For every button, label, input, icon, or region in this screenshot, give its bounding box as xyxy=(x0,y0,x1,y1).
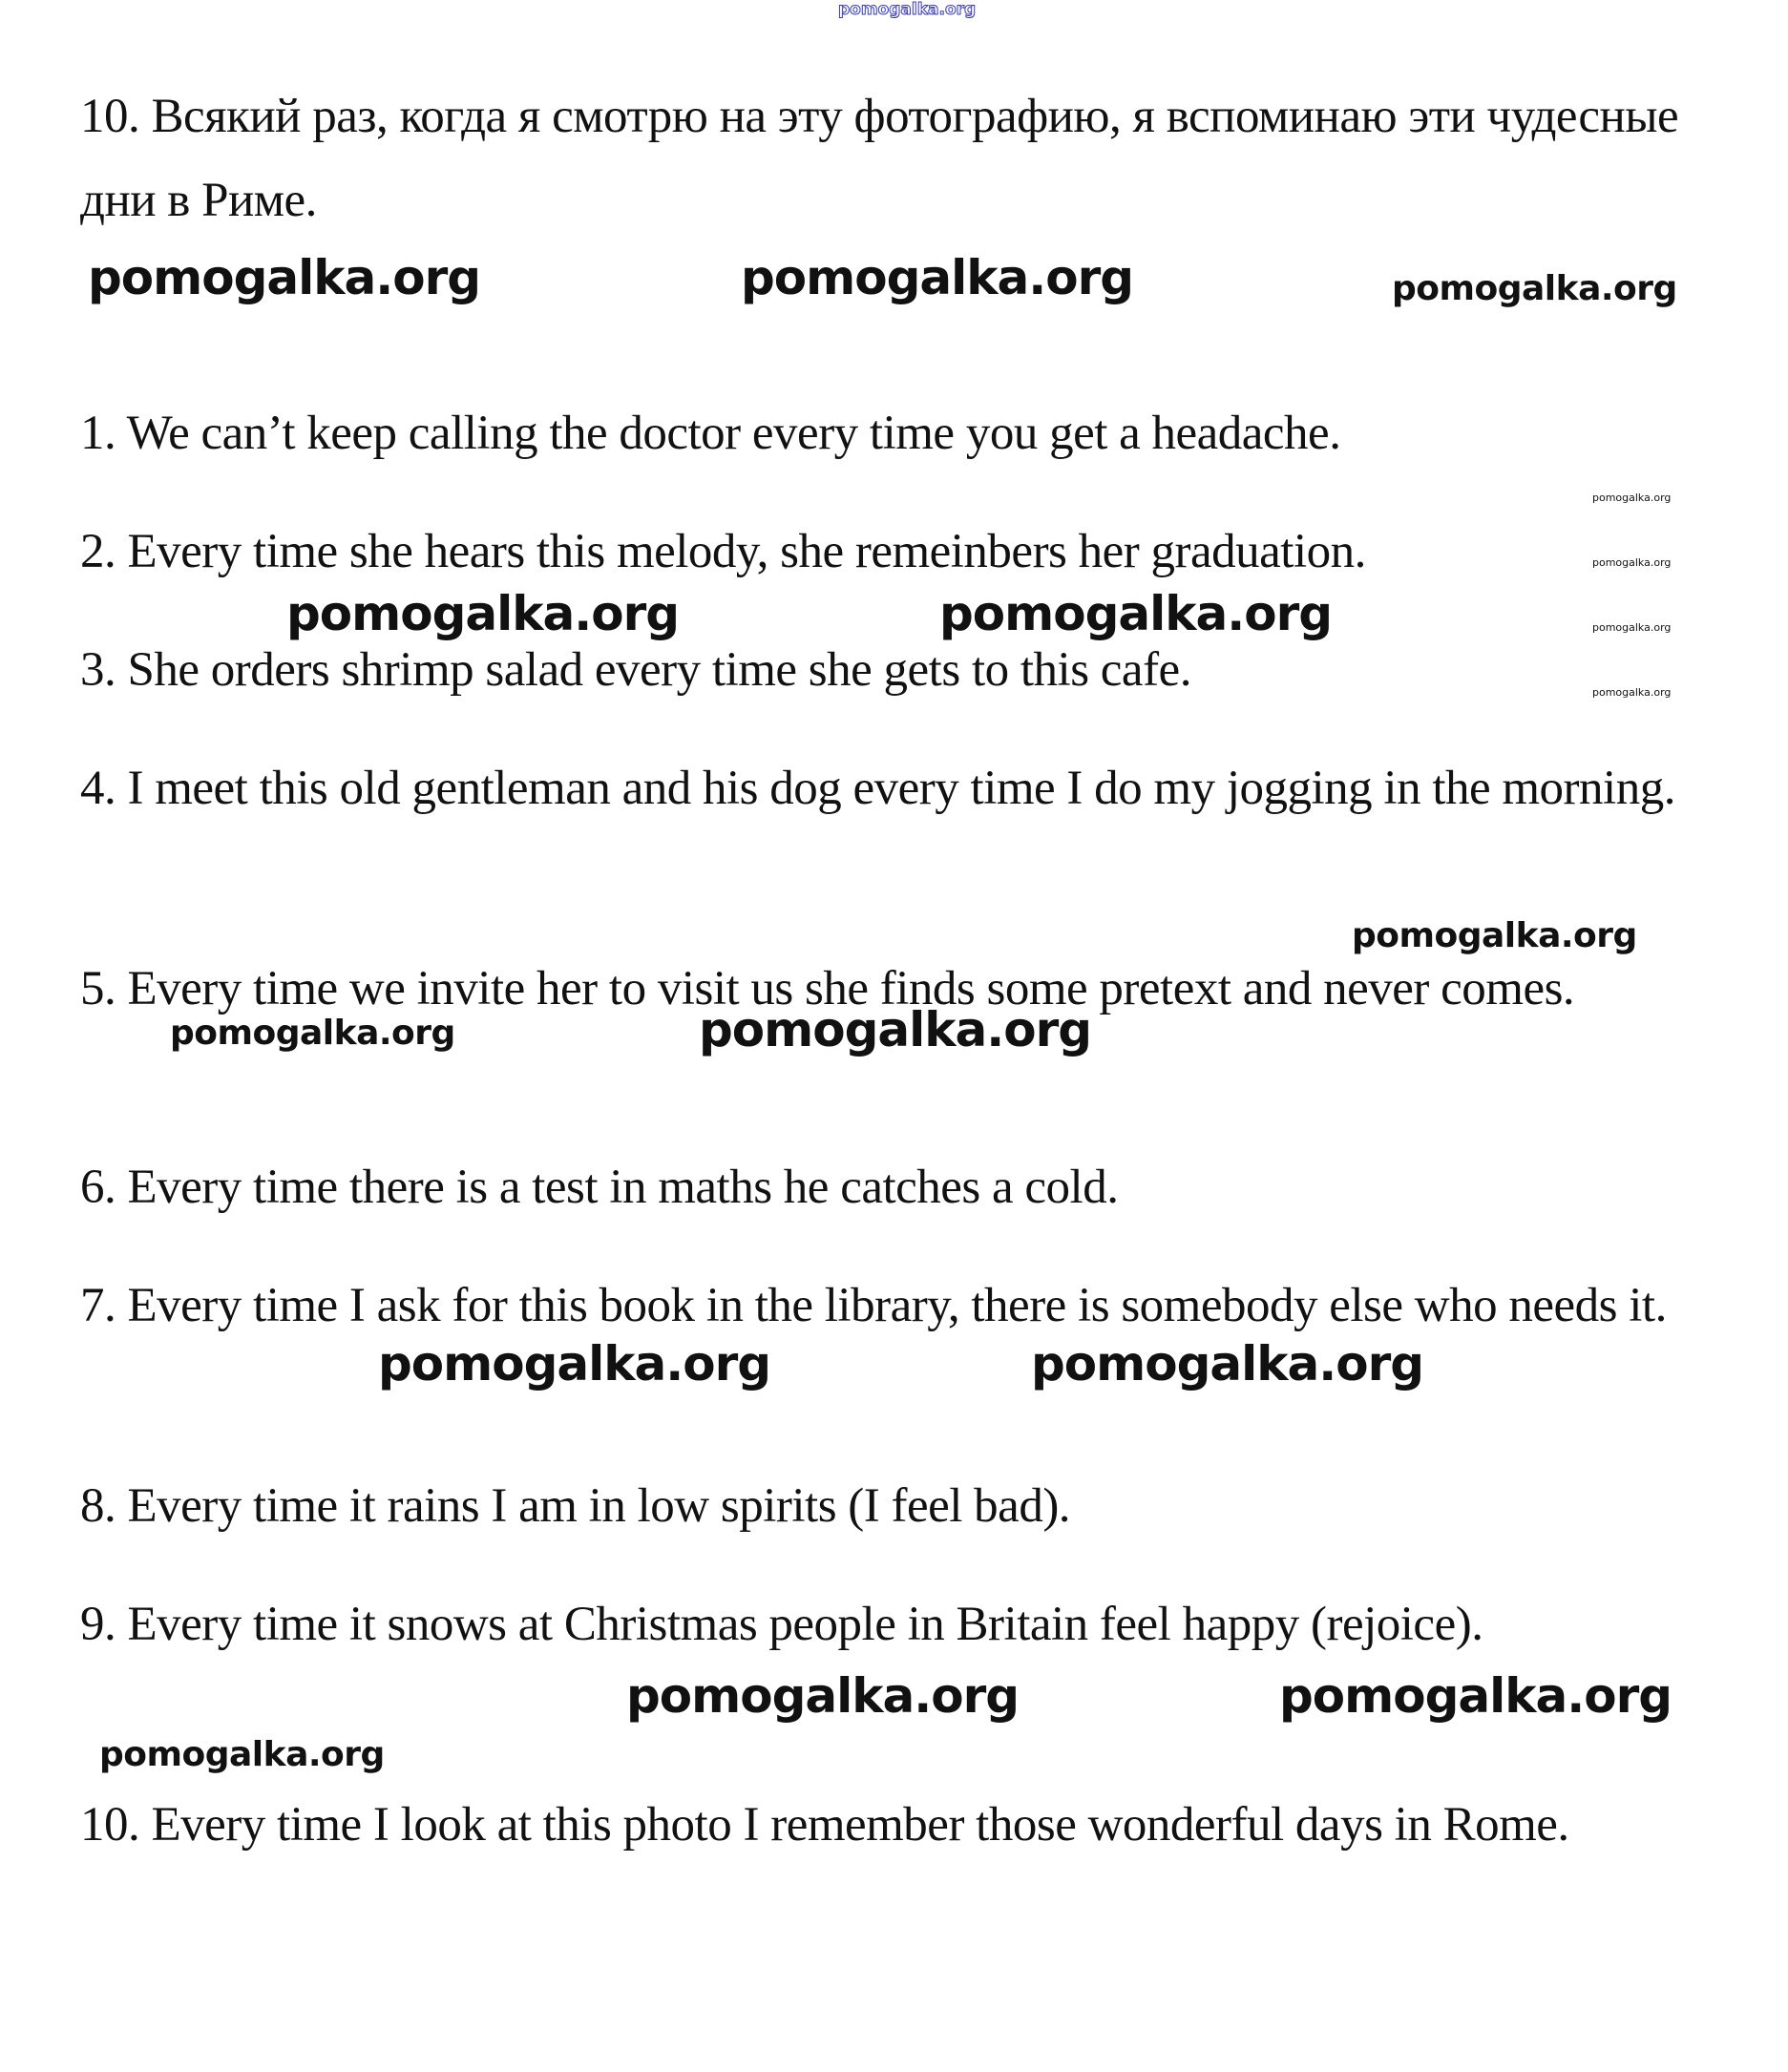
watermark: pomogalka.org xyxy=(1352,916,1637,955)
watermark: pomogalka.org xyxy=(1031,1336,1424,1392)
answer-2: 2. Every time she hears this melody, she remeinbers her graduation. xyxy=(80,525,1366,578)
watermark-small: pomogalka.org xyxy=(1592,686,1672,699)
watermark-top: pomogalka.org xyxy=(838,0,977,19)
answer-5: 5. Every time we invite her to visit us she finds some pretext and never comes. xyxy=(80,962,1575,1015)
answer-7: 7. Every time I ask for this book in the library, there is somebody else who needs it. xyxy=(80,1279,1667,1332)
watermark-small: pomogalka.org xyxy=(1592,556,1672,569)
watermark: pomogalka.org xyxy=(1279,1668,1672,1724)
watermark: pomogalka.org xyxy=(626,1668,1020,1724)
watermark-small: pomogalka.org xyxy=(1592,492,1672,504)
answer-3: 3. She orders shrimp salad every time she gets to this cafe. xyxy=(80,643,1191,697)
answer-4: 4. I meet this old gentleman and his dog every time I do my jogging in the morning. xyxy=(80,762,1675,815)
answer-1: 1. We can’t keep calling the doctor every time you get a headache. xyxy=(80,407,1341,460)
task-sentence-russian: 10. Всякий раз, когда я смотрю на эту фотографию, я вспоминаю эти чудесные дни в Риме. xyxy=(80,90,1679,227)
watermark-small: pomogalka.org xyxy=(1592,621,1672,634)
watermark: pomogalka.org xyxy=(939,586,1333,641)
watermark: pomogalka.org xyxy=(170,1014,455,1053)
watermark: pomogalka.org xyxy=(741,250,1134,305)
answer-8: 8. Every time it rains I am in low spirits (I feel bad). xyxy=(80,1479,1071,1533)
watermark: pomogalka.org xyxy=(1392,269,1677,308)
answer-9: 9. Every time it snows at Christmas people in Britain feel happy (rejoice). xyxy=(80,1598,1483,1651)
watermark: pomogalka.org xyxy=(378,1336,771,1392)
answer-6: 6. Every time there is a test in maths he catches a cold. xyxy=(80,1161,1119,1214)
answer-10: 10. Every time I look at this photo I remember those wonderful days in Rome. xyxy=(80,1798,1569,1852)
watermark: pomogalka.org xyxy=(88,250,481,305)
watermark: pomogalka.org xyxy=(699,1002,1092,1057)
watermark: pomogalka.org xyxy=(286,586,680,641)
watermark: pomogalka.org xyxy=(99,1735,385,1774)
